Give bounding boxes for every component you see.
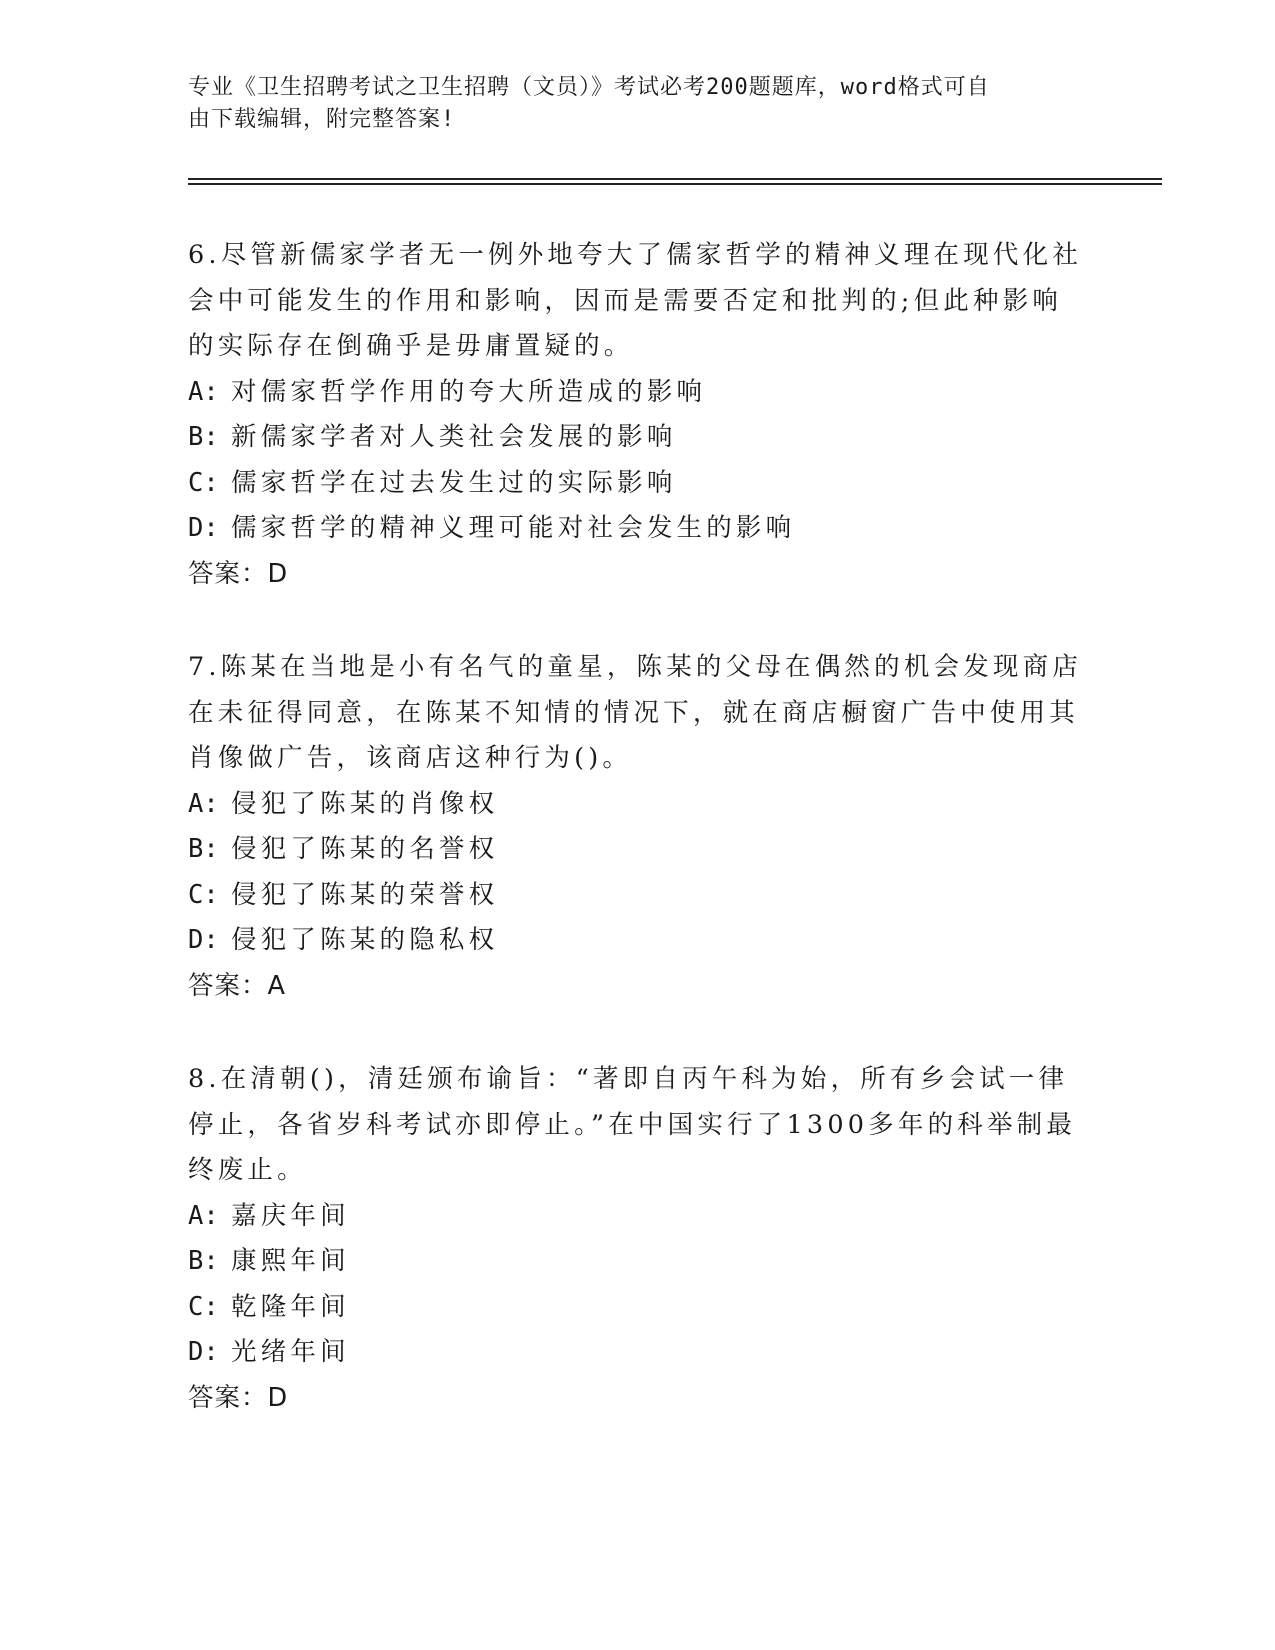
option-key: C:: [188, 467, 219, 498]
option-b: [188, 415, 1088, 461]
option-text: 康熙年间: [231, 1246, 350, 1276]
option-a: [188, 370, 1088, 416]
header-divider-top: [188, 178, 1162, 180]
option-key: A:: [188, 1200, 219, 1231]
option-key: B:: [188, 834, 219, 864]
answer-line: 答案：A: [188, 970, 286, 1001]
option-key: A:: [188, 788, 219, 819]
option-text: 侵犯了陈某的名誉权: [231, 834, 499, 864]
option-key: D:: [188, 513, 219, 543]
option-text: 侵犯了陈某的荣誉权: [231, 879, 499, 910]
question-7: [188, 645, 1088, 1009]
option-c: [188, 1285, 1088, 1331]
option-text: 侵犯了陈某的肖像权: [231, 788, 499, 819]
option-text: 光绪年间: [231, 1337, 350, 1367]
option-text: 儒家哲学在过去发生过的实际影响: [231, 467, 677, 498]
header-line-2: 由下载编辑，附完整答案!: [188, 107, 456, 132]
option-a: [188, 1194, 1088, 1240]
option-text: 新儒家学者对人类社会发展的影响: [231, 422, 677, 452]
option-key: C:: [188, 879, 219, 910]
option-text: 嘉庆年间: [231, 1200, 350, 1231]
question-6: [188, 233, 1088, 597]
option-text: 儒家哲学的精神义理可能对社会发生的影响: [231, 513, 796, 543]
option-text: 乾隆年间: [231, 1291, 350, 1322]
option-key: C:: [188, 1291, 219, 1322]
header-line-1: 专业《卫生招聘考试之卫生招聘（文员）》考试必考200题题库，word格式可自: [188, 75, 990, 100]
option-key: A:: [188, 376, 219, 407]
answer-line: 答案：D: [188, 1382, 289, 1413]
question-list: [188, 233, 1088, 1469]
option-key: D:: [188, 925, 219, 955]
option-d: [188, 1330, 1088, 1376]
option-key: B:: [188, 422, 219, 452]
question-8: [188, 1057, 1088, 1421]
option-list: [188, 370, 1088, 552]
document-header: [188, 72, 1088, 136]
option-b: [188, 827, 1088, 873]
option-c: [188, 873, 1088, 919]
option-d: [188, 506, 1088, 552]
option-list: [188, 782, 1088, 964]
option-key: D:: [188, 1337, 219, 1367]
header-divider-bottom: [188, 183, 1162, 185]
option-text: 对儒家哲学作用的夸大所造成的影响: [231, 376, 707, 407]
question-stem: 8.在清朝()，清廷颁布谕旨：“著即自丙午科为始，所有乡会试一律停止，各省岁科考试亦即停止。”在中国实行了1300多年的科举制最终废止。: [188, 1064, 1077, 1185]
option-c: [188, 461, 1088, 507]
option-b: [188, 1239, 1088, 1285]
question-stem: 7.陈某在当地是小有名气的童星，陈某的父母在偶然的机会发现商店在未征得同意，在陈某不知情的情况下，就在商店橱窗广告中使用其肖像做广告，该商店这种行为()。: [188, 652, 1083, 773]
question-stem: 6.尽管新儒家学者无一例外地夸大了儒家哲学的精神义理在现代化社会中可能发生的作用和影响，因而是需要否定和批判的;但此种影响的实际存在倒确乎是毋庸置疑的。: [188, 240, 1083, 361]
answer-line: 答案：D: [188, 558, 289, 589]
option-a: [188, 782, 1088, 828]
option-text: 侵犯了陈某的隐私权: [231, 925, 499, 955]
option-key: B:: [188, 1246, 219, 1276]
option-d: [188, 918, 1088, 964]
option-list: [188, 1194, 1088, 1376]
